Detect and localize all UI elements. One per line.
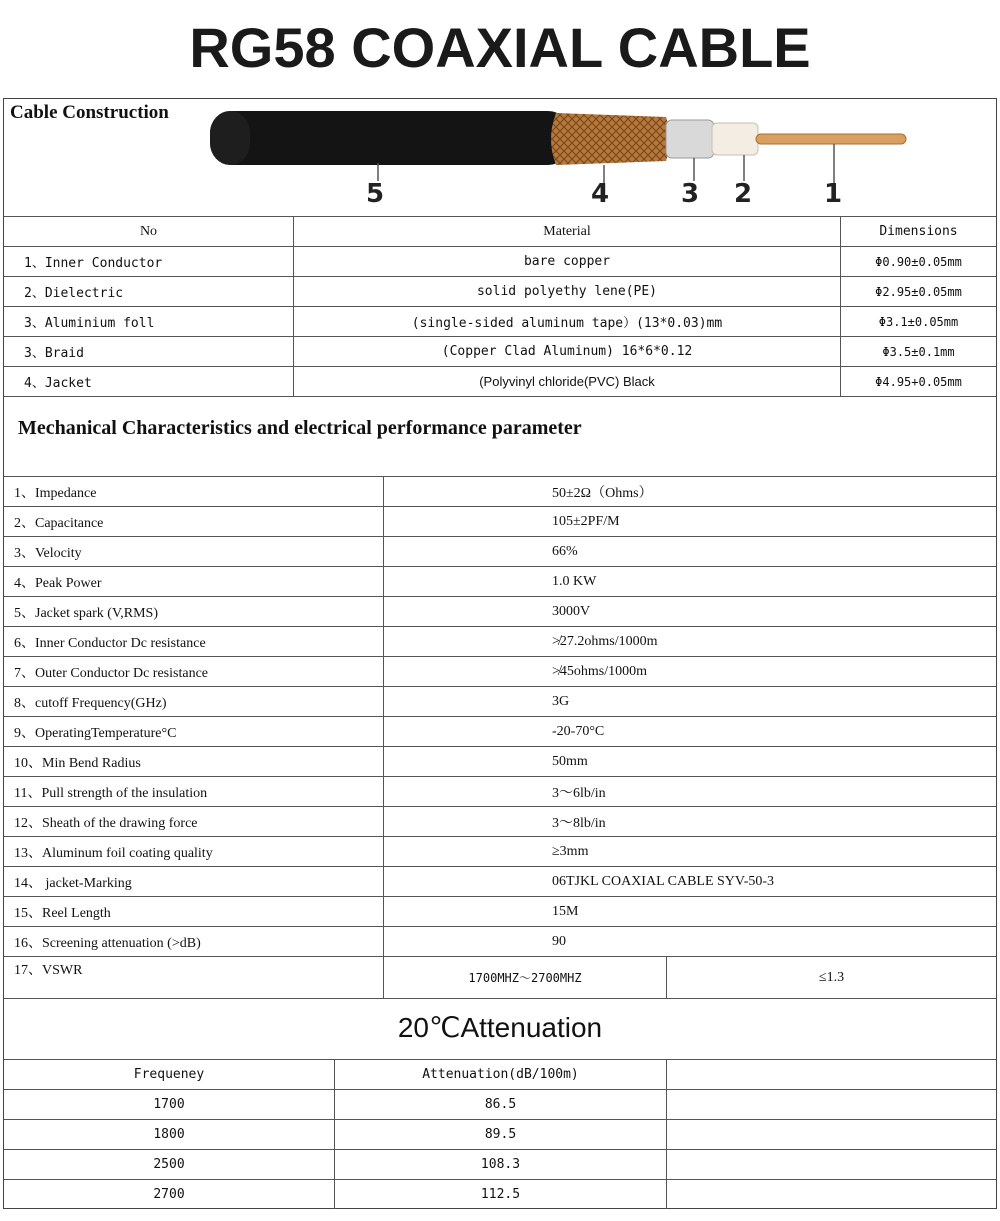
parameter-label: 5、Jacket spark (V,RMS) (14, 605, 159, 621)
parameter-value: 50mm (552, 753, 588, 769)
parameter-value: 105±2PF/M (552, 513, 620, 529)
parameter-label: 3、Velocity (14, 545, 82, 561)
construction-no: 3、Aluminium foll (24, 316, 155, 331)
vswr-range: 1700MHZ～2700MHZ (468, 971, 582, 985)
parameter-value: 15M (552, 903, 579, 919)
attenuation-value: 112.5 (480, 1186, 521, 1202)
construction-title: Cable Construction (10, 102, 169, 123)
parameter-label: 11、Pull strength of the insulation (14, 785, 208, 801)
header-attenuation: Attenuation(dB/100m) (422, 1067, 579, 1082)
cable-foil (666, 120, 714, 158)
construction-dimensions: Φ0.90±0.05mm (875, 254, 962, 269)
parameter-label: 10、Min Bend Radius (14, 755, 141, 771)
parameter-value: 3000V (552, 603, 591, 619)
parameter-label: 16、Screening attenuation (>dB) (14, 935, 201, 951)
attenuation-value: 108.3 (480, 1157, 521, 1172)
parameter-value: 3～8lb/in (552, 815, 606, 831)
parameter-value: ≯45ohms/1000m (552, 663, 648, 679)
spec-sheet (3, 98, 997, 1209)
parameter-label: 13、Aluminum foil coating quality (14, 845, 213, 861)
parameter-value: 66% (552, 543, 578, 559)
cable-braid (551, 113, 670, 165)
callout-4: 4 (591, 179, 610, 209)
parameter-label: 12、Sheath of the drawing force (14, 815, 198, 831)
construction-material: (Polyvinyl chloride(PVC) Black (479, 374, 655, 389)
attenuation-frequency: 1800 (153, 1127, 185, 1142)
construction-no: 1、Inner Conductor (24, 256, 163, 271)
parameter-value: 90 (552, 933, 566, 949)
construction-dimensions: Φ4.95+0.05mm (875, 374, 962, 389)
cable-jacket (210, 111, 570, 165)
parameter-label: 15、Reel Length (14, 905, 111, 921)
parameter-label: 4、Peak Power (14, 575, 102, 591)
parameter-value: 3～6lb/in (552, 785, 606, 801)
page-title: RG58 COAXIAL CABLE (189, 16, 811, 79)
cable-diagram (204, 103, 914, 213)
parameter-value: 50±2Ω（Ohms） (552, 485, 653, 501)
construction-no: 2、Dielectric (24, 286, 124, 301)
attenuation-frequency: 2500 (153, 1157, 185, 1172)
parameter-value: ≥3mm (552, 843, 589, 859)
callout-2: 2 (734, 179, 753, 209)
header-no: No (139, 223, 158, 239)
parameter-value: ≯27.2ohms/1000m (552, 633, 658, 649)
parameter-value: 06TJKL COAXIAL CABLE SYV-50-3 (552, 873, 775, 889)
header-frequency: Frequeney (133, 1067, 205, 1082)
construction-dimensions: Φ3.5±0.1mm (882, 344, 955, 359)
construction-dimensions: Φ2.95±0.05mm (875, 284, 962, 299)
construction-material: (Copper Clad Aluminum) 16*6*0.12 (441, 344, 693, 359)
construction-material: (single-sided aluminum tape）(13*0.03)mm (411, 316, 723, 331)
parameter-label: 1、Impedance (14, 485, 97, 501)
parameter-label: 14、 jacket-Marking (14, 875, 132, 891)
parameter-value: -20-70°C (552, 723, 605, 739)
mechanical-title: Mechanical Characteristics and electrical performance parameter (18, 417, 582, 439)
parameter-label: 9、OperatingTemperature°C (14, 725, 177, 741)
attenuation-value: 89.5 (484, 1127, 517, 1142)
cable-dielectric (712, 123, 758, 155)
construction-dimensions: Φ3.1±0.05mm (878, 314, 959, 329)
attenuation-value: 86.5 (484, 1097, 517, 1112)
parameter-label: 2、Capacitance (14, 515, 104, 531)
parameter-label: 7、Outer Conductor Dc resistance (14, 665, 208, 681)
header-material: Material (543, 223, 591, 239)
vswr-value: ≤1.3 (818, 969, 845, 985)
header-dimensions: Dimensions (879, 224, 958, 239)
attenuation-frequency: 2700 (153, 1186, 185, 1202)
callout-1: 1 (824, 179, 843, 209)
callout-3: 3 (681, 179, 700, 209)
callout-5: 5 (366, 179, 385, 209)
construction-no: 3、Braid (24, 346, 84, 361)
attenuation-frequency: 1700 (153, 1097, 185, 1112)
cable-inner-conductor (756, 134, 906, 144)
parameter-value: 3G (552, 693, 570, 709)
construction-material: bare copper (523, 254, 611, 269)
parameter-value: 1.0 KW (552, 573, 597, 589)
construction-material: solid polyethy lene(PE) (476, 284, 657, 299)
attenuation-title: 20℃Attenuation (397, 1012, 603, 1043)
parameter-label: 6、Inner Conductor Dc resistance (14, 635, 206, 651)
vswr-label: 17、VSWR (14, 963, 83, 978)
parameter-label: 8、cutoff Frequency(GHz) (14, 695, 167, 711)
construction-no: 4、Jacket (24, 376, 92, 391)
